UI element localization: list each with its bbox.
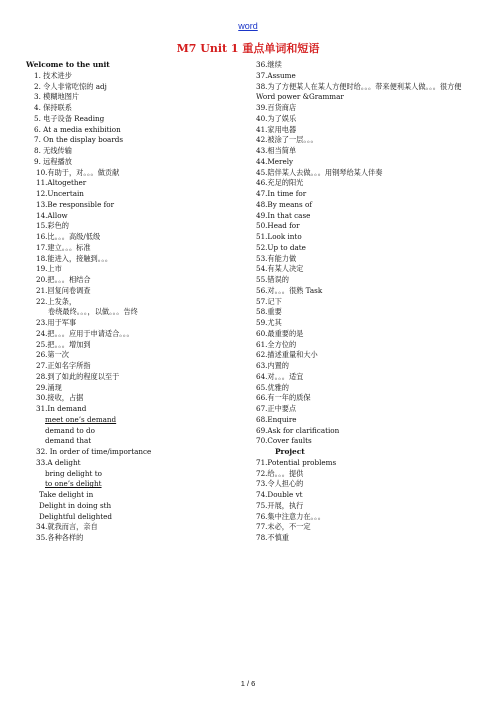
list-item: 63.内置的	[256, 361, 289, 370]
list-item: 49.In that case	[256, 210, 311, 220]
list-item: 74.Double vt	[256, 490, 303, 499]
list-item: 43.相当简单	[256, 146, 297, 155]
list-item: 3. 模糊地图片	[34, 92, 80, 102]
list-item: 7. On the display boards	[34, 135, 124, 145]
list-item: 56.对。。。很熟 Task	[256, 285, 323, 295]
list-item: 62.描述重量和大小	[256, 350, 318, 360]
list-item: demand to do	[45, 425, 95, 435]
list-item: 41.家用电器	[256, 124, 297, 134]
list-item: 51.Look into	[256, 232, 302, 241]
list-item: 33.A delight	[36, 457, 81, 467]
list-item: 8. 无线传输	[34, 146, 72, 155]
list-item: 50.Head for	[256, 221, 300, 231]
list-item: meet one’s demand	[45, 414, 117, 424]
list-item: 45.陪伴某人去做。。。用钢琴给某人伴奏	[256, 167, 383, 177]
list-item: 4. 保持联系	[34, 103, 72, 112]
header-link[interactable]: word	[238, 21, 258, 31]
list-item: 17.建立。。。标准	[36, 242, 91, 252]
list-item: 35.各种各样的	[36, 533, 84, 542]
list-item: 32. In order of time/importance	[36, 447, 152, 456]
list-item: 37.Assume	[256, 70, 296, 80]
list-item: 23.用于军事	[36, 318, 77, 327]
list-item: 60.最重要的是	[256, 328, 304, 338]
list-item: 71.Potential problems	[256, 457, 337, 467]
list-item: 69.Ask for clarification	[256, 425, 340, 435]
list-item: 59.尤其	[256, 318, 282, 327]
list-item: 30.接收，占据	[36, 393, 84, 403]
list-item: 72.给。。。提供	[256, 468, 304, 478]
list-item: 31.In demand	[36, 404, 87, 413]
list-item: 68.Enquire	[256, 414, 297, 424]
list-item: 9. 远程播放	[34, 156, 72, 166]
list-item: 65.优雅的	[256, 382, 289, 392]
list-item: 11.Altogether	[36, 178, 87, 188]
list-item: 75.开展，执行	[256, 500, 304, 510]
list-item: bring delight to	[45, 468, 102, 478]
list-item: 19.上市	[36, 264, 62, 274]
list-item: 44.Merely	[256, 156, 294, 166]
list-item: 26.第一次	[36, 350, 69, 360]
list-item: 67.正中要点	[256, 404, 297, 413]
list-item: 55.错误的	[256, 275, 289, 284]
list-item: 卷绕最终。。。，以做。。。告终	[48, 307, 138, 317]
list-item: to one’s delight	[45, 479, 102, 489]
list-item: 78.不慎重	[256, 533, 289, 542]
list-item: Welcome to the unit	[26, 60, 110, 69]
list-item: 53.有能力做	[256, 253, 297, 263]
page-title: M7 Unit 1 重点单词和短语	[176, 42, 320, 55]
list-item: 34.就我而言，亲自	[36, 522, 98, 532]
list-item: 21.回复问卷调查	[36, 285, 91, 295]
list-item: 39.百货商店	[256, 103, 297, 112]
list-item: Take delight in	[39, 490, 94, 499]
list-item: 20.把。。。相结合	[36, 275, 91, 284]
list-item: 47.In time for	[256, 189, 307, 198]
list-item: 1. 技术进步	[34, 70, 72, 80]
list-item: 66.有一年的质保	[256, 393, 311, 403]
list-item: 2. 令人非常吃惊的 adj	[34, 81, 107, 91]
left-column	[26, 60, 240, 544]
list-item: 13.Be responsible for	[36, 199, 115, 209]
list-item: 10.有助于，对。。。做贡献	[36, 167, 120, 177]
list-item: 27.正如名字所指	[36, 361, 91, 370]
list-item: demand that	[45, 436, 92, 446]
list-item: 73.令人担心的	[256, 479, 304, 489]
list-item: 57.记下	[256, 296, 282, 306]
list-item: 54.有某人决定	[256, 264, 304, 274]
list-item: Delightful delighted	[39, 511, 113, 521]
list-item: 77.未必，不一定	[256, 522, 311, 532]
list-item: 5. 电子设备 Reading	[34, 113, 105, 123]
list-item: 61.全方位的	[256, 339, 297, 349]
list-item: 52.Up to date	[256, 242, 306, 252]
list-item: 14.Allow	[36, 210, 68, 220]
list-item: Project	[275, 447, 305, 456]
list-item: 58.重要	[256, 307, 282, 317]
right-column	[256, 60, 478, 544]
list-item: 28.到了如此的程度以至于	[36, 371, 120, 381]
list-item: 12.Uncertain	[36, 189, 84, 198]
list-item: 24.把。。。应用于申请适合。。。	[36, 328, 134, 338]
list-item: 70.Cover faults	[256, 436, 312, 446]
list-item: 48.By means of	[256, 199, 313, 209]
list-item: 25.把。。。增加到	[36, 339, 91, 349]
list-item: 6. At a media exhibition	[34, 124, 121, 134]
list-item: 76.集中注意力在。。。	[256, 511, 325, 521]
list-item: 46.充足的阳光	[256, 178, 304, 188]
list-item: 40.为了娱乐	[256, 113, 297, 123]
page-indicator: 1 / 6	[240, 679, 256, 688]
list-item: 42.被涂了一层。。。	[256, 135, 318, 145]
list-item: 15.彩色的	[36, 221, 69, 231]
list-item: 16.比。。。高级/低级	[36, 232, 101, 241]
list-item: 18.能进入，接触到。。。	[36, 253, 113, 263]
list-item: 22.上发条，	[36, 296, 77, 306]
list-item: 36.继续	[256, 60, 282, 69]
list-item: 38.为了方便某人在某人方便时给。。。带来便利某人做。。。很方便 Word power &Grammar	[256, 81, 462, 102]
list-item: Delight in doing sth	[39, 500, 112, 510]
list-item: 64.对。。。适宜	[256, 371, 304, 381]
list-item: 29.涌现	[36, 382, 62, 392]
